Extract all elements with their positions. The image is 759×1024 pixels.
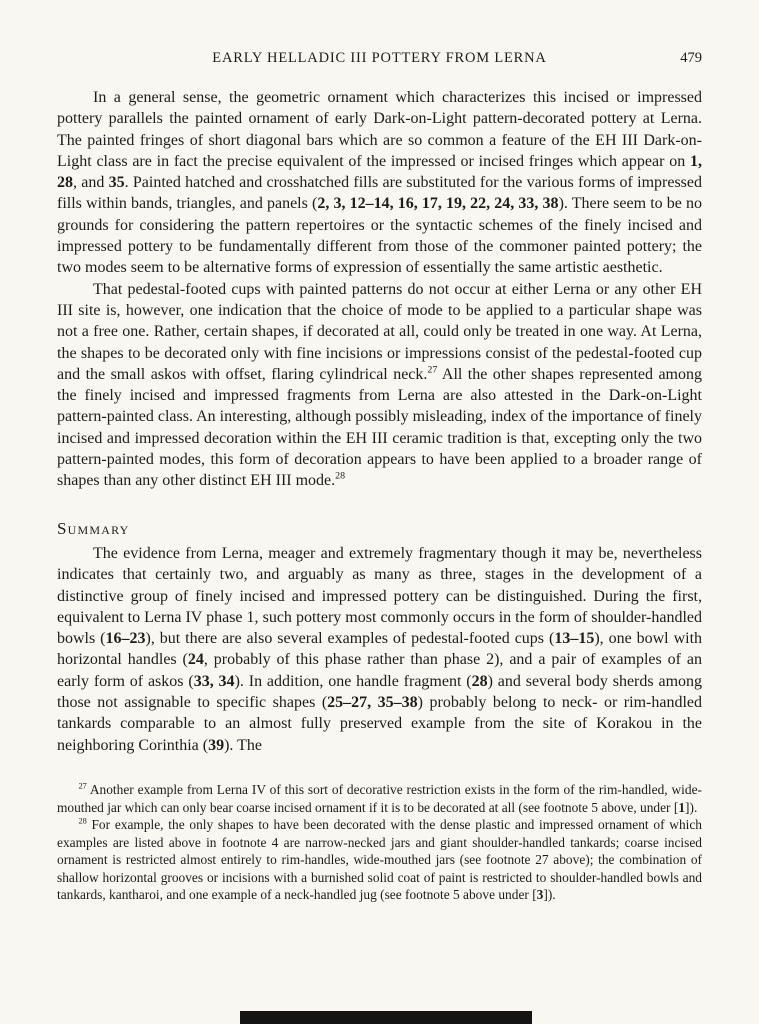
footnote-marker: 28 [335,471,346,483]
running-head [57,50,702,70]
footnotes [57,781,702,904]
paragraph: In a general sense, the geometric ornament which characterizes this incised or impressed pottery parallels the painted ornament of early Dark-on-Light pattern-decorated pottery at Lerna. The painted fringes of short diagonal bars which are so common a feature of the EH III Dark-on-Light class are in fact the precise equivalent of the impressed or incised fringes which appear on 1, 28, and 35. Painted hatched and crosshatched fills are substituted for the various forms of impressed fills within bands, triangles, and panels (2, 3, 12–14, 16, 17, 19, 22, 24, 33, 38). There seem to be no grounds for considering the pattern repertoires or the syntactic schemes of the finely incised and impressed pottery to be fundamentally different from those of the commoner painted pottery; the two modes seem to be alternative forms of expression of essentially the same artistic aesthetic. [57,89,703,277]
footnote-marker: 28 [78,816,87,826]
article-body [57,87,702,756]
catalog-number: 33, 34 [193,672,235,690]
footnote-marker: 27 [427,364,438,376]
catalog-number: 1, 28 [57,152,702,192]
footnote-marker: 27 [78,781,87,791]
article-title: EARLY HELLADIC III POTTERY FROM LERNA [212,50,547,66]
catalog-number: 24 [187,651,204,669]
section-heading: Summary [57,518,130,538]
footnote: $^{28}$ For example, the only shapes to have been decorated with the dense plastic and impressed ornament of which examples are listed above in footnote 4 are narrow-necked jars and giant shoulder-handled tankards; coarse incised ornament is restricted almost entirely to rim-handles, wide-mouthed jars (see footnote 27 above); the combination of shallow horizontal grooves or incisions with a burnished solid coat of paint is restricted to shoulder-handled bowls and tankards, kantharoi, and one example of a neck-handled jug (see footnote 5 above under [3]). [57,816,702,903]
catalog-number: 35 [108,174,125,192]
paragraph: That pedestal-footed cups with painted patterns do not occur at either Lerna or any other EH III site is, however, one indication that the choice of mode to be applied to a particular shape was not a free one. Rather, certain shapes, if decorated at all, could only be treated in one way. At Lerna, the shapes to be decorated only with fine incisions or impressions consist of the pedestal-footed cup and the small askos with offset, flaring cylindrical neck.$^{27}$ All the other shapes represented among the finely incised and impressed fragments from Lerna are also attested in the Dark-on-Light pattern-painted class. An interesting, although possibly misleading, index of the importance of finely incised and impressed decoration within the EH III ceramic tradition is that, excepting only the two pattern-painted modes, this form of decoration appears to have been applied to a broader range of shapes than any other distinct EH III mode.$^{28}$ [57,280,702,490]
catalog-number: 28 [471,672,488,690]
footnote: $^{27}$ Another example from Lerna IV of this sort of decorative restriction exists in the form of the rim-handled, wide-mouthed jar which can only bear coarse incised ornament if it is to be decorated at all (see footnote 5 above, under [1]). [57,781,702,815]
catalog-number: 25–27, 35–38 [327,694,418,712]
catalog-number: 1 [678,799,686,815]
page-number: 479 [680,50,702,66]
text-block [57,0,702,904]
catalog-number: 2, 3, 12–14, 16, 17, 19, 22, 24, 33, 38 [317,195,559,213]
catalog-number: 16–23 [105,630,146,648]
scan-artifact-bar [240,1011,532,1024]
catalog-number: 39 [208,736,225,754]
paragraph: The evidence from Lerna, meager and extremely fragmentary though it may be, nevertheless indicates that certainly two, and arguably as many as three, stages in the development of a distinctive group of finely incised and impressed pottery can be distinguished. During the first, equivalent to Lerna IV phase 1, such pottery most commonly occurs in the form of shoulder-handled bowls (16–23), but there are also several examples of pedestal-footed cups (13–15), one bowl with horizontal handles (24, probably of this phase rather than phase 2), and a pair of examples of an early form of askos (33, 34). In addition, one handle fragment (28) and several body sherds among those not assignable to specific shapes (25–27, 35–38) probably belong to neck- or rim-handled tankards comparable to an almost fully preserved example from the site of Korakou in the neighboring Corinthia (39). The [57,544,703,754]
catalog-number: 3 [536,887,544,903]
catalog-number: 13–15 [554,630,595,648]
